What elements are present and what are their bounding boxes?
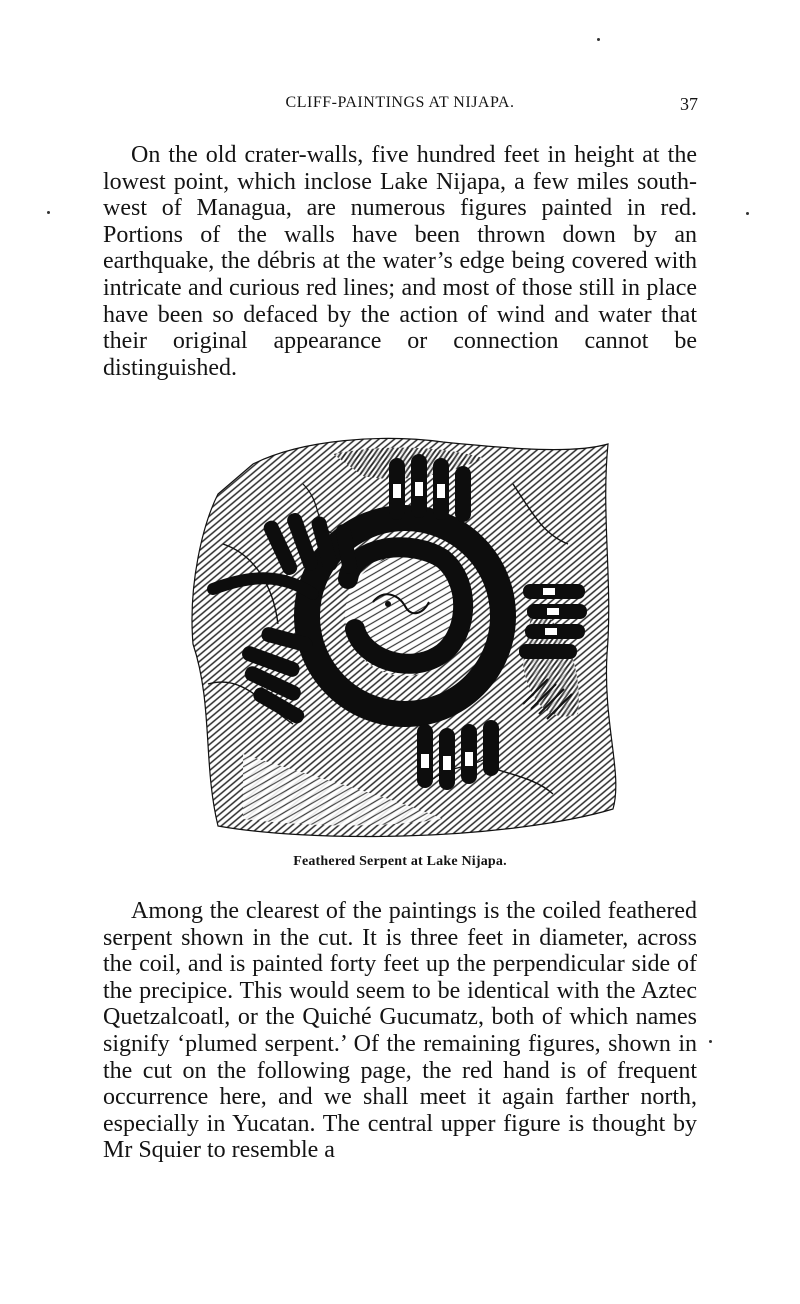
paper-speck: [597, 38, 600, 41]
paper-speck: [47, 211, 50, 214]
paragraph-feathered-serpent: Among the clearest of the paintings is the coiled feathered serpent shown in the cut. It is three feet in diameter, across the coil, and is painted forty feet up the perpendicular side of the precipice. This would seem to be identical with the Aztec Quetzalcoatl, or the Quiché Gucumatz, both of which names signify ‘plumed serpent.’ Of the remaining figures, shown in the cut on the following page, the red hand is of frequent occurrence here, and we shall meet it again farther north, especially in Yucatan. The central upper figure is thought by Mr Squier to resemble a: [103, 898, 697, 1164]
paper-speck: [746, 212, 749, 215]
running-title: CLIFF-PAINTINGS AT NIJAPA.: [285, 94, 515, 111]
feathered-serpent-illustration: [183, 424, 619, 844]
paragraph-crater-walls: On the old crater-walls, five hundred feet in height at the lowest point, which inclose Lake Nijapa, a few miles south-west of Managua, are numerous figures painted in red. Portions of the walls have been thrown down by an earthquake, the débris at the water’s edge being covered with intricate and curious red lines; and most of those still in place have been so defaced by the action of wind and water that their original appearance or connection cannot be distinguished.: [103, 142, 697, 381]
paper-speck: [709, 1040, 712, 1043]
running-head: [100, 94, 700, 118]
page-number: 37: [680, 94, 698, 114]
figure-caption: Feathered Serpent at Lake Nijapa.: [293, 854, 507, 869]
